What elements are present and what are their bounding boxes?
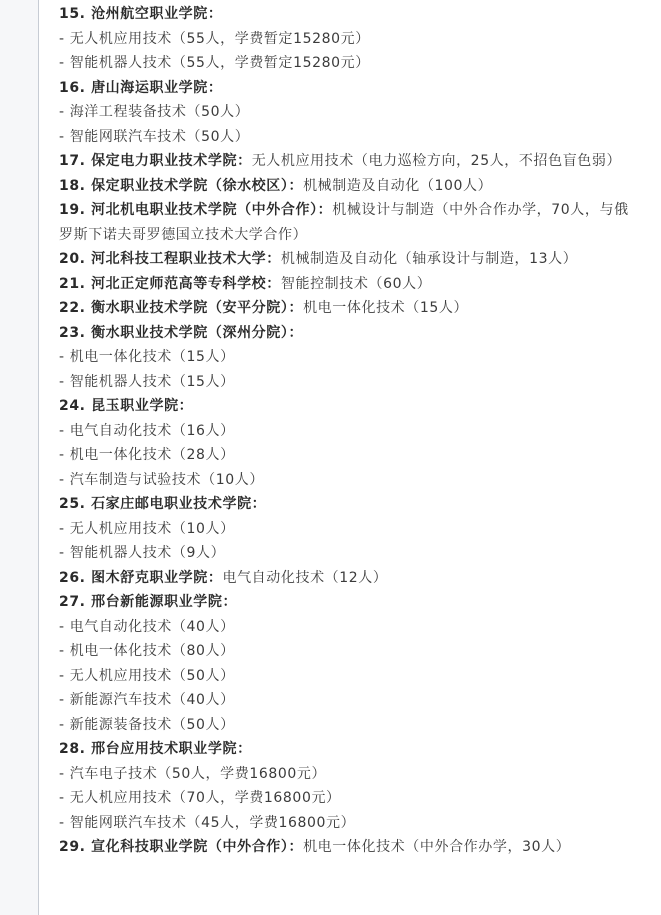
major-item: - 无人机应用技术（55人，学费暂定15280元） <box>59 30 370 47</box>
school-major: 电气自动化技术（12人） <box>222 569 388 586</box>
major-item: - 智能机器人技术（55人，学费暂定15280元） <box>59 55 370 71</box>
school-name: 23. 衡水职业技术学院（深州分院）： <box>59 324 304 341</box>
school-major: 机械设计与制造（中外合作办学，70人，与俄罗斯下诺夫哥罗德国立技术大学合作） <box>59 202 629 243</box>
school-major: 机电一体化技术（中外合作办学，30人） <box>303 839 571 855</box>
article-page <box>38 0 661 915</box>
major-item: - 电气自动化技术（40人） <box>59 618 235 635</box>
school-entry <box>59 272 639 297</box>
major-item: - 机电一体化技术（28人） <box>59 447 235 463</box>
major-item: - 无人机应用技术（70人，学费16800元） <box>59 790 341 806</box>
school-major: 机电一体化技术（15人） <box>303 300 469 316</box>
school-entry <box>59 296 639 321</box>
school-major: 机械制造及自动化（轴承设计与制造，13人） <box>280 251 578 267</box>
major-item: - 新能源汽车技术（40人） <box>59 692 235 708</box>
major-item: - 智能网联汽车技术（50人） <box>59 128 250 145</box>
major-item: - 汽车制造与试验技术（10人） <box>59 471 264 488</box>
school-entry <box>59 321 639 346</box>
major-item: - 无人机应用技术（10人） <box>59 520 235 537</box>
major-item: - 汽车电子技术（50人，学费16800元） <box>59 765 327 782</box>
school-entry <box>59 737 639 762</box>
school-entry <box>59 174 639 199</box>
school-name: 27. 邢台新能源职业学院： <box>59 594 238 610</box>
school-major: 智能控制技术（60人） <box>280 275 432 292</box>
school-name: 19. 河北机电职业技术学院（中外合作）： <box>59 202 333 218</box>
school-entry <box>59 590 639 615</box>
major-item: - 新能源装备技术（50人） <box>59 716 235 733</box>
school-entry <box>59 198 639 247</box>
school-name: 22. 衡水职业技术学院（安平分院）： <box>59 300 304 316</box>
school-name: 21. 河北正定师范高等专科学校： <box>59 275 281 292</box>
school-name: 26. 图木舒克职业学院： <box>59 569 223 586</box>
school-name: 20. 河北科技工程职业技术大学： <box>59 251 281 267</box>
school-entry <box>59 247 639 272</box>
major-item: - 机电一体化技术（15人） <box>59 349 235 365</box>
school-entry <box>59 566 639 591</box>
school-entry <box>59 835 639 860</box>
school-name: 29. 宣化科技职业学院（中外合作）： <box>59 839 304 855</box>
school-name: 16. 唐山海运职业学院： <box>59 79 223 96</box>
school-name: 28. 邢台应用技术职业学院： <box>59 741 252 757</box>
major-item: - 机电一体化技术（80人） <box>59 643 235 659</box>
school-entry <box>59 76 639 101</box>
major-item: - 智能机器人技术（9人） <box>59 545 226 561</box>
school-name: 24. 昆玉职业学院： <box>59 398 194 414</box>
major-item: - 智能机器人技术（15人） <box>59 373 235 390</box>
major-item: - 无人机应用技术（50人） <box>59 667 235 684</box>
school-entry <box>59 149 639 174</box>
school-list <box>59 2 639 860</box>
school-name: 18. 保定职业技术学院（徐水校区）： <box>59 177 304 194</box>
school-major: 无人机应用技术（电力巡检方向，25人，不招色盲色弱） <box>251 153 622 169</box>
school-entry <box>59 492 639 517</box>
school-major: 机械制造及自动化（100人） <box>303 177 493 194</box>
major-item: - 电气自动化技术（16人） <box>59 422 235 439</box>
major-item: - 智能网联汽车技术（45人，学费16800元） <box>59 814 356 831</box>
school-name: 15. 沧州航空职业学院： <box>59 6 223 22</box>
school-entry <box>59 2 639 27</box>
school-entry <box>59 394 639 419</box>
school-name: 25. 石家庄邮电职业技术学院： <box>59 496 267 512</box>
school-name: 17. 保定电力职业技术学院： <box>59 153 252 169</box>
major-item: - 海洋工程装备技术（50人） <box>59 104 250 120</box>
